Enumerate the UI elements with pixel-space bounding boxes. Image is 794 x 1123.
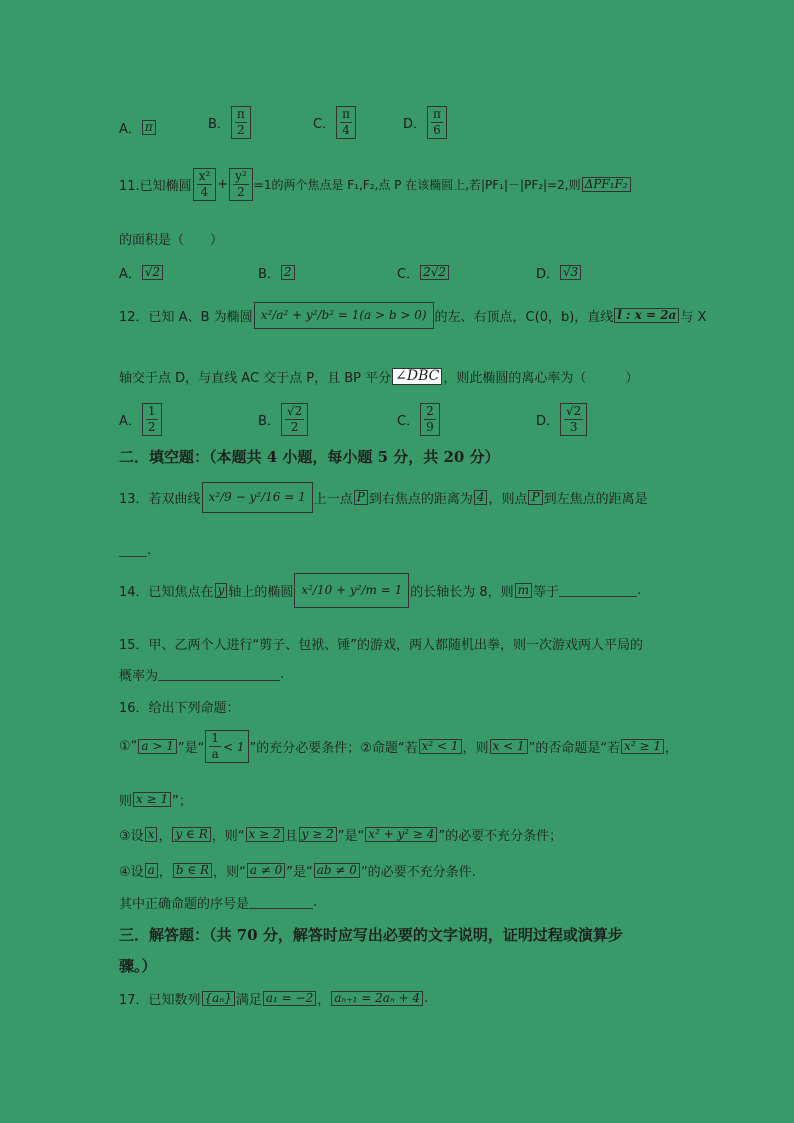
- q11-option-c: [397, 263, 450, 282]
- math-expression: P: [354, 490, 368, 505]
- math-fraction: [229, 168, 253, 201]
- math-expression: y: [215, 583, 228, 598]
- text-span: ，则“: [211, 829, 245, 844]
- q13-stem: [119, 482, 648, 513]
- math-expression: x < 1: [490, 739, 528, 754]
- q12-option-b: [258, 403, 309, 436]
- text-span: .: [280, 667, 285, 682]
- math-expression: y ∈ R: [172, 827, 210, 842]
- text-span: 轴上的椭圆: [228, 585, 294, 601]
- math-expression: a: [145, 863, 158, 878]
- text-span: 到左焦点的距离是: [543, 492, 648, 508]
- math-expression: 2√2: [420, 265, 449, 280]
- math-expression: P: [528, 490, 542, 505]
- text-span: .: [424, 991, 429, 1006]
- text-span: ”；: [172, 794, 192, 809]
- text-span: +: [217, 177, 229, 193]
- math-fraction: [427, 106, 447, 139]
- math-fraction: [205, 730, 248, 763]
- q12-stem: [119, 302, 706, 329]
- text-span: ，则“: [213, 865, 246, 880]
- text-span: 13．若双曲线: [119, 492, 201, 508]
- fraction-denominator: a: [211, 747, 219, 762]
- q16-item-1: [119, 730, 678, 763]
- text-span: ”是“: [177, 741, 205, 757]
- text-span: 概率为: [119, 669, 159, 684]
- text-span: ，: [665, 741, 679, 757]
- math-expression: l : x = 2a: [614, 308, 679, 323]
- q10-option-c: [313, 106, 357, 139]
- q15-stem-cont: [119, 665, 284, 684]
- text-span: 满足: [235, 993, 262, 1008]
- math-expression: a₁ = −2: [263, 991, 316, 1006]
- math-fraction: [142, 403, 162, 436]
- text-span: .: [313, 895, 318, 910]
- fraction-denominator: 3: [569, 420, 578, 435]
- text-span: ，则: [462, 741, 489, 757]
- text-span: ，则此椭圆的离心率为（ ）: [443, 371, 639, 386]
- text-span: A．: [119, 122, 141, 137]
- q11-option-b: [258, 263, 296, 282]
- text-span: ”的充分必要条件；②命题“若: [249, 741, 418, 757]
- math-expression: y ≥ 2: [299, 827, 337, 842]
- math-expression: 4: [474, 490, 488, 505]
- math-expression: x² < 1: [419, 739, 462, 754]
- q16-item-3: [119, 825, 562, 844]
- math-fraction: [231, 106, 251, 139]
- math-expression: ∠DBC: [392, 368, 442, 385]
- text-span: ”是“: [337, 829, 365, 844]
- q16-answer-line: [119, 893, 317, 912]
- q12-stem-cont: [119, 367, 638, 386]
- q13-blank: [119, 544, 147, 557]
- q14-stem: [119, 573, 641, 608]
- math-expression: m: [515, 583, 532, 598]
- text-span: 则: [119, 794, 133, 809]
- text-span: 12．已知 A、B 为椭圆: [119, 310, 253, 326]
- q12-option-c: [397, 403, 441, 436]
- math-expression: 2: [281, 265, 295, 280]
- fraction-numerator: x²: [197, 170, 213, 185]
- fraction-denominator: 2: [147, 420, 156, 435]
- math-expression: √2: [142, 265, 163, 280]
- text-span: < 1: [223, 739, 245, 754]
- text-span: C．: [397, 267, 420, 282]
- text-span: ，: [317, 993, 331, 1008]
- fraction-denominator: 2: [290, 420, 299, 435]
- q12-option-a: [119, 403, 163, 436]
- q12-option-d: [536, 403, 588, 436]
- fraction-denominator: 4: [200, 185, 209, 200]
- text-span: ④设: [119, 865, 144, 880]
- text-span: 16．给出下列命题：: [119, 701, 240, 716]
- text-span: .: [147, 543, 152, 558]
- q16-item-4: [119, 861, 476, 880]
- fraction-numerator: 2: [424, 405, 436, 420]
- math-expression: √3: [560, 265, 581, 280]
- text-span: ，则点: [488, 492, 528, 508]
- q16-stem: [119, 697, 240, 716]
- text-span: ”是“: [286, 865, 313, 880]
- math-expression: x ≥ 2: [246, 827, 284, 842]
- math-expression: x²/9 − y²/16 = 1: [202, 482, 313, 513]
- q16-item-1-cont: [119, 790, 192, 809]
- q10-option-d: [403, 106, 448, 139]
- fraction-numerator: 1: [146, 405, 158, 420]
- fraction-numerator: π: [340, 108, 352, 123]
- text-span: ”的必要不充分条件.: [360, 865, 476, 880]
- text-span: ”的必要不充分条件；: [438, 829, 563, 844]
- q11-option-d: [536, 263, 582, 282]
- q15-stem: [119, 634, 643, 653]
- text-span: 的长轴长为 8，则: [410, 585, 514, 601]
- math-expression: a ≠ 0: [247, 863, 285, 878]
- text-span: 的面积是（ ）: [119, 233, 224, 248]
- text-span: ①“: [119, 739, 138, 755]
- math-fraction: [420, 403, 440, 436]
- q11-stem: [119, 168, 632, 201]
- math-expression: x²/10 + y²/m = 1: [294, 573, 409, 608]
- fraction-denominator: 4: [342, 123, 350, 138]
- fraction-numerator: √2: [285, 405, 304, 420]
- q15-blank: [158, 668, 280, 681]
- text-span: B．: [258, 267, 280, 282]
- q10-option-b: [208, 106, 252, 139]
- text-span: 等于: [533, 585, 560, 601]
- text-span: A．: [119, 414, 141, 430]
- text-span: [209, 732, 221, 761]
- text-span: D．: [403, 117, 427, 133]
- text-span: .: [637, 583, 642, 599]
- fraction-numerator: y²: [233, 170, 249, 185]
- math-fraction: [336, 106, 356, 139]
- fraction-denominator: 9: [426, 420, 434, 435]
- text-span: C．: [397, 414, 420, 430]
- text-span: ，: [158, 865, 172, 880]
- text-span: ，: [158, 829, 172, 844]
- text-span: 轴交于点 D，与直线 AC 交于点 P，且 BP 平分: [119, 371, 392, 386]
- text-span: ③设: [119, 829, 144, 844]
- math-expression: π: [142, 120, 156, 135]
- fraction-denominator: 2: [237, 185, 245, 200]
- text-span: D．: [536, 414, 560, 430]
- math-expression: x²/a² + y²/b² = 1(a > b > 0): [254, 302, 434, 329]
- math-fraction: [193, 168, 217, 201]
- text-span: 且: [284, 829, 298, 844]
- math-fraction: [560, 403, 587, 436]
- math-expression: x ≥ 1: [133, 792, 171, 807]
- math-expression: x² ≥ 1: [621, 739, 664, 754]
- text-span: 15．甲、乙两个人进行“剪子、包袱、锤”的游戏，两人都随机出拳，则一次游戏两人平局的: [119, 638, 644, 653]
- text-span: 的左、右顶点，C(0，b)，直线: [434, 310, 614, 326]
- math-expression: x² + y² ≥ 4: [365, 827, 437, 842]
- math-expression: {aₙ}: [202, 991, 235, 1006]
- text-span: 其中正确命题的序号是: [119, 897, 250, 912]
- q11-option-a: [119, 263, 164, 282]
- text-span: 17．已知数列: [119, 993, 201, 1008]
- fraction-denominator: 2: [237, 123, 245, 138]
- math-expression: ab ≠ 0: [314, 863, 360, 878]
- q13-answer-line: [119, 543, 151, 558]
- section-3-heading: 三．解答题：（共 70 分，解答时应写出必要的文字说明，证明过程或演算步: [119, 926, 623, 944]
- fraction-numerator: π: [235, 108, 247, 123]
- math-expression: b ∈ R: [173, 863, 212, 878]
- text-span: B．: [258, 414, 280, 430]
- text-span: 上一点: [313, 492, 353, 508]
- section-2-heading: 二．填空题：（本题共 4 小题，每小题 5 分，共 20 分）: [119, 448, 500, 466]
- fraction-numerator: π: [431, 108, 443, 123]
- q11-stem-cont: [119, 229, 223, 248]
- math-expression: aₙ₊₁ = 2aₙ + 4: [331, 991, 423, 1006]
- text-span: D．: [536, 267, 560, 282]
- math-expression: ΔPF₁F₂: [582, 177, 631, 192]
- text-span: 到右焦点的距离为: [368, 492, 473, 508]
- text-span: =1的两个焦点是 F₁,F₂,点 P 在该椭圆上,若|PF₁|－|PF₂|=2,则: [253, 178, 581, 193]
- section-3-heading-cont: 骤。）: [119, 957, 157, 975]
- text-span: A．: [119, 267, 141, 282]
- fraction-numerator: √2: [564, 405, 583, 420]
- text-span: 11.已知椭圆: [119, 179, 192, 195]
- math-expression: x: [145, 827, 158, 842]
- text-span: 与 X: [680, 310, 707, 326]
- text-span: 14．已知焦点在: [119, 585, 214, 601]
- q10-option-a: [119, 118, 157, 137]
- q17-stem: [119, 989, 428, 1008]
- math-expression: a > 1: [138, 739, 176, 754]
- q16-blank: [249, 896, 313, 909]
- fraction-numerator: 1: [209, 732, 221, 747]
- math-fraction: [281, 403, 308, 436]
- q14-blank: [559, 584, 637, 597]
- text-span: C．: [313, 117, 336, 133]
- fraction-denominator: 6: [433, 123, 441, 138]
- text-span: B．: [208, 117, 230, 133]
- text-span: ”的否命题是“若: [528, 741, 621, 757]
